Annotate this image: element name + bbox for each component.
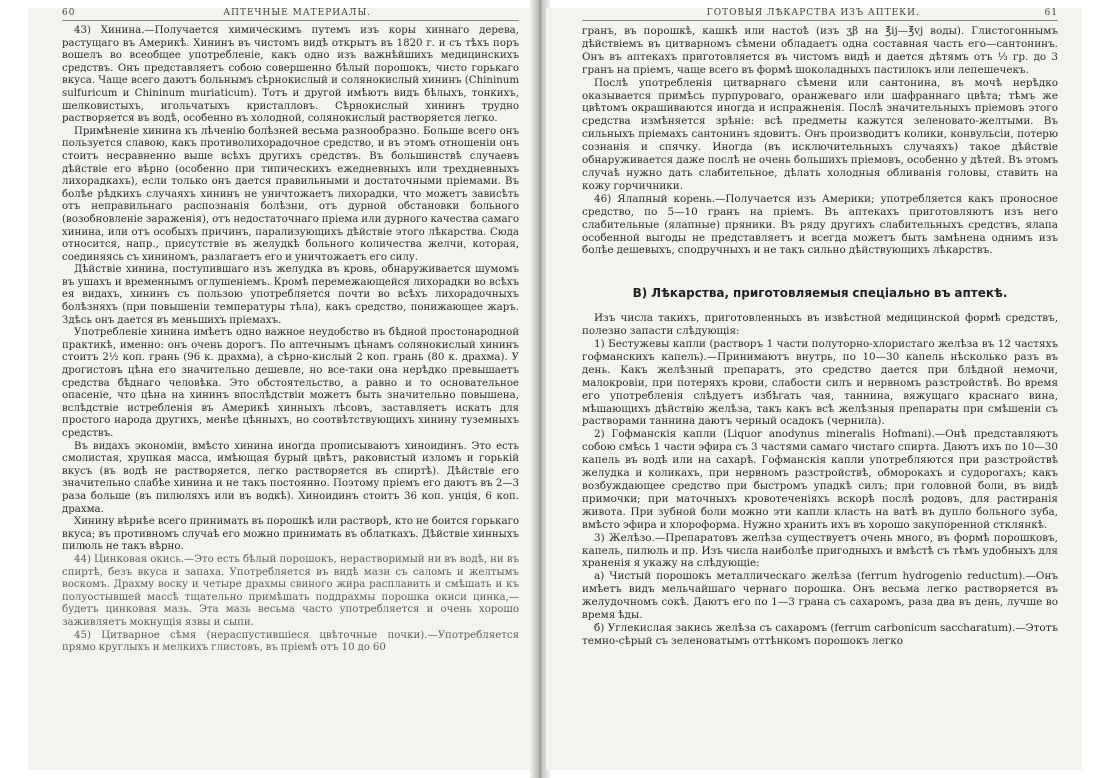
paragraph-iron-powder: а) Чистый порошокъ металлическаго желѣза (ferrum hydrogenio reductum).—Онъ имѣетъ видъ мельчайшаго чернаго порошка. Онъ весьма легко растворяется въ желудочномъ сокѣ. Даютъ его по 1—3 грана съ сахаромъ, раза два въ день, лучше во время ѣды.: [582, 570, 1058, 622]
left-page-number: 60: [62, 8, 76, 18]
paragraph-quinine-intake: Хинину вѣрнѣе всего принимать въ порошкѣ или растворѣ, кто не боится горькаго вкуса; въ противномъ случаѣ его можно принимать въ облаткахъ. Дѣйствіе хинныхъ пилюль не такъ вѣрно.: [62, 516, 519, 553]
paragraph-hoffmann-drops: 2) Гофманскія капли (Liquor anodynus mineralis Hofmani).—Онѣ представляютъ собою смѣсь 1 части эфира съ 3 частями самаго чистаго спирта. Даютъ ихъ по 10—30 капель въ водѣ или на сахарѣ. Гофманскія капли употребляются при разстройствѣ желудка и коликахъ, при нервномъ разстройствѣ, обморокахъ и судорогахъ; какъ возбуждающее средство при быстромъ упадкѣ силъ; при головной боли, въ видѣ примочки; при маточныхъ кровотеченіяхъ вскорѣ послѣ родовъ, для растиранія живота. При зубной боли можно эти капли класть на ватѣ въ дупло больного зуба, вмѣсто эфира и хлороформа. Нужно хранить ихъ въ хорошо закупоренной стклянкѣ.: [582, 428, 1058, 531]
left-body-text: [62, 25, 519, 655]
paragraph-iron-carbonate: б) Углекислая закись желѣза съ сахаромъ (ferrum carbonicum saccharatum).—Этотъ темно-сѣрый съ зеленоватымъ оттѣнкомъ порошокъ легко: [582, 621, 1058, 647]
paragraph-zinc-oxide: 44) Цинковая окись.—Это есть бѣлый порошокъ, нерастворимый ни въ водѣ, ни въ спиртѣ, безъ вкуса и запаха. Употребляется въ видѣ мази съ саломъ и желтымъ воскомъ. Драхму воску и четыре драхмы свиного жира расплавить и смѣшать и къ полуостывшей массѣ тщательно примѣшать поддрахмы порошка окиси цинка,—будетъ цинковая мазь. Эта мазь весьма часто употребляется и очень хорошо заживляетъ мокнущія язвы и сыпи.: [62, 553, 519, 628]
paragraph-bestuzhev-drops: 1) Бестужевы капли (растворъ 1 части полуторно-хлористаго желѣза въ 12 частяхъ гофманскихъ капель).—Принимаютъ внутрь, по 10—30 капель нѣсколько разъ въ день. Какъ желѣзный препаратъ, это средство дается при блѣдной немочи, малокровіи, при потеряхъ крови, слабости силъ и нервномъ разстройствѣ. Во время его употребленія слѣдуетъ избѣгать чая, таннина, вяжущаго краснаго вина, мѣшающихъ дѣйствію желѣза, такъ какъ всѣ желѣзныя препараты при смѣшеніи съ растворами таннина даютъ черный осадокъ (чернила).: [582, 338, 1058, 428]
paragraph-wormseed-cont: гранъ, въ порошкѣ, кашкѣ или настоѣ (изъ ʒβ на ℥ij—℥vj воды). Глистогоннымъ дѣйствіемъ въ цитварномъ сѣмени обладаетъ одна составная часть его—сантонинъ. Онъ въ аптекахъ приготовляется въ чистомъ видѣ и дается дѣтямъ отъ ⅓ гр. до 3 гранъ на пріемъ, чаще всего въ формѣ шоколадныхъ пастилокъ или лепешечекъ.: [582, 25, 1058, 76]
paragraph-jalap: 46) Ялапный корень.—Получается изъ Америки; употребляется какъ проносное средство, по 5—10 гранъ на пріемъ. Въ аптекахъ приготовляютъ изъ него слабительные (ялапные) пряники. Въ ряду другихъ слабительныхъ средствъ, ялапа особенной выгоды не представляетъ и всегда можетъ быть замѣнена однимъ изъ болѣе дешевыхъ, сподручныхъ и не такъ сильно дѣйствующихъ лѣкарствъ.: [582, 192, 1058, 257]
paragraph-santonin: Послѣ употребленія цитварнаго сѣмени или сантонина, въ мочѣ нерѣдко оказывается примѣсь пурпуроваго, оранжеваго или шафраннаго цвѣта; тѣмъ же цвѣтомъ окрашиваются иногда и испражненія. Послѣ значительныхъ пріемовъ этого средства измѣняется зрѣніе: всѣ предметы кажутся зеленовато-желтыми. Въ сильныхъ пріемахъ сантонинъ ядовитъ. Онъ производитъ колики, конвульсіи, потерю сознанія и спячку. Иногда (въ исключительныхъ случаяхъ) такое дѣйствіе обнаруживается даже послѣ не очень большихъ пріемовъ, особенно у дѣтей. Въ этомъ случаѣ нужно дать слабительное, дѣлать холодныя обливанія головы, ставить на кожу горчичники.: [582, 76, 1058, 192]
right-page: [546, 8, 1082, 770]
section-heading: В) Лѣкарства, приготовляемыя спеціально въ аптекѣ.: [632, 286, 1008, 301]
paragraph-quinine-use: Примѣненіе хинина къ лѣченію болѣзней весьма разнообразно. Больше всего онъ пользуется славою, какъ противолихорадочное средство, и въ этомъ отношеніи онъ стоитъ несравненно выше всѣхъ другихъ средствъ. Въ большинствѣ случаевъ дѣйствіе его вѣрно (особенно при типическихъ ежедневныхъ или трехдневныхъ лихорадкахъ), если только онъ дается правильными и достаточными пріемами. Въ болѣе рѣдкихъ случаяхъ хининъ не уничтожаетъ лихорадки, что можетъ зависѣть отъ неправильнаго распознанія болѣзни, отъ дурной обстановки больного (возобновленіе зараженія), отъ недостаточнаго пріема или дурного качества самаго хинина, или отъ особыхъ причинъ, парализующихъ дѣйствіе этого лѣкарства. Сюда относится, напр., присутствіе въ желудкѣ больного количества желчи, которая, соединяясь съ хининомъ, разлагаетъ его и уничтожаетъ его силу.: [62, 125, 519, 263]
left-running-head: АПТЕЧНЫЕ МАТЕРИАЛЫ.: [223, 8, 372, 18]
paragraph-quinine-cost: Употребленіе хинина имѣетъ одно важное неудобство въ бѣдной простонародной практикѣ, именно: онъ очень дорогъ. По аптечнымъ цѣнамъ солянокислый хининъ стоитъ 2½ коп. грань (96 к. драхма), а сѣрно-кислый 2 коп. грань (80 к. драхма). У дрогистовъ цѣна его значительно дешевле, но все-таки она нерѣдко превышаетъ средства бѣднаго человѣка. Это обстоятельство, а равно и то основательное опасеніе, что цѣна на хининъ впослѣдствіи можетъ быть значительно повышена, вслѣдствіе истребленія въ Америкѣ хинныхъ лѣсовъ, заставляетъ искать для простого народа другихъ, менѣе цѣнныхъ, но соотвѣтствующихъ хинину туземныхъ средствъ.: [62, 327, 519, 439]
right-body-text: [582, 25, 1058, 648]
paragraph-wormseed: 45) Цитварное сѣмя (нераспустившіеся цвѣточные почки).—Употребляется прямо круглыхъ и мелкихъ глистовъ, въ пріемѣ отъ 10 до 60: [62, 629, 519, 654]
right-running-header: [582, 8, 1058, 21]
paragraph-iron: 3) Желѣзо.—Препаратовъ желѣза существуетъ очень много, въ формѣ порошковъ, капель, пилюль и пр. Изъ числа наиболѣе пригодныхъ и вмѣстѣ съ тѣмъ удобныхъ для храненія я укажу на слѣдующіе:: [582, 531, 1058, 570]
right-page-number: 61: [1044, 8, 1058, 18]
paragraph-quinine-action: Дѣйствіе хинина, поступившаго изъ желудка въ кровь, обнаруживается шумомъ въ ушахъ и временнымъ оглушеніемъ. Кромѣ перемежающейся лихорадки во всѣхъ ея видахъ, хининъ съ пользою употребляется почти во всѣхъ лихорадочныхъ болѣзняхъ (при повышеніи температуры тѣла), какъ средство, понижающее жаръ. Здѣсь онъ дается въ меньшихъ пріемахъ.: [62, 264, 519, 326]
right-running-head: ГОТОВЫЯ ЛѢКАРСТВА ИЗЪ АПТЕКИ.: [706, 8, 920, 18]
paragraph-quinoidine: Въ видахъ экономіи, вмѣсто хинина иногда прописываютъ хиноидинъ. Это есть смолистая, хрупкая масса, имѣющая бурый цвѣтъ, раковистый изломъ и горькій вкусъ (въ водѣ не растворяется, легко растворяется въ спиртѣ). Дѣйствіе его значительно слабѣе хинина и не такъ постоянно. Поэтому пріемъ его даютъ въ 2—3 раза больше (въ пилюляхъ или въ водкѣ). Хиноидинъ стоитъ 36 коп. унція, 6 коп. драхма.: [62, 440, 519, 515]
paragraph-intro: Изъ числа такихъ, приготовленныхъ въ извѣстной медицинской формѣ средствъ, полезно запасти слѣдующія:: [582, 312, 1058, 338]
left-page: [28, 8, 533, 770]
paragraph-quinine: 43) Хинина.—Получается химическимъ путемъ изъ коры хиннаго дерева, растущаго въ Америкѣ. Хининъ въ чистомъ видѣ открытъ въ 1820 г. и съ тѣхъ поръ вошелъ во всеобщее употребленіе, какъ одно изъ важнѣйшихъ медицинскихъ средствъ. Онъ представляетъ собою совершенно бѣлый порошокъ, чисто горькаго вкуса. Чаще всего даютъ больнымъ сѣрнокислый и солянокислый хининъ (Chininum sulfuricum и Chininum muriaticum). Тотъ и другой имѣютъ видъ бѣлыхъ, тонкихъ, шелковистыхъ, игольчатыхъ кристалловъ. Сѣрнокислый хининъ трудно растворяется въ водѣ, особенно въ холодной, солянокислый растворяется легко.: [62, 25, 519, 125]
left-running-header: [62, 8, 519, 21]
